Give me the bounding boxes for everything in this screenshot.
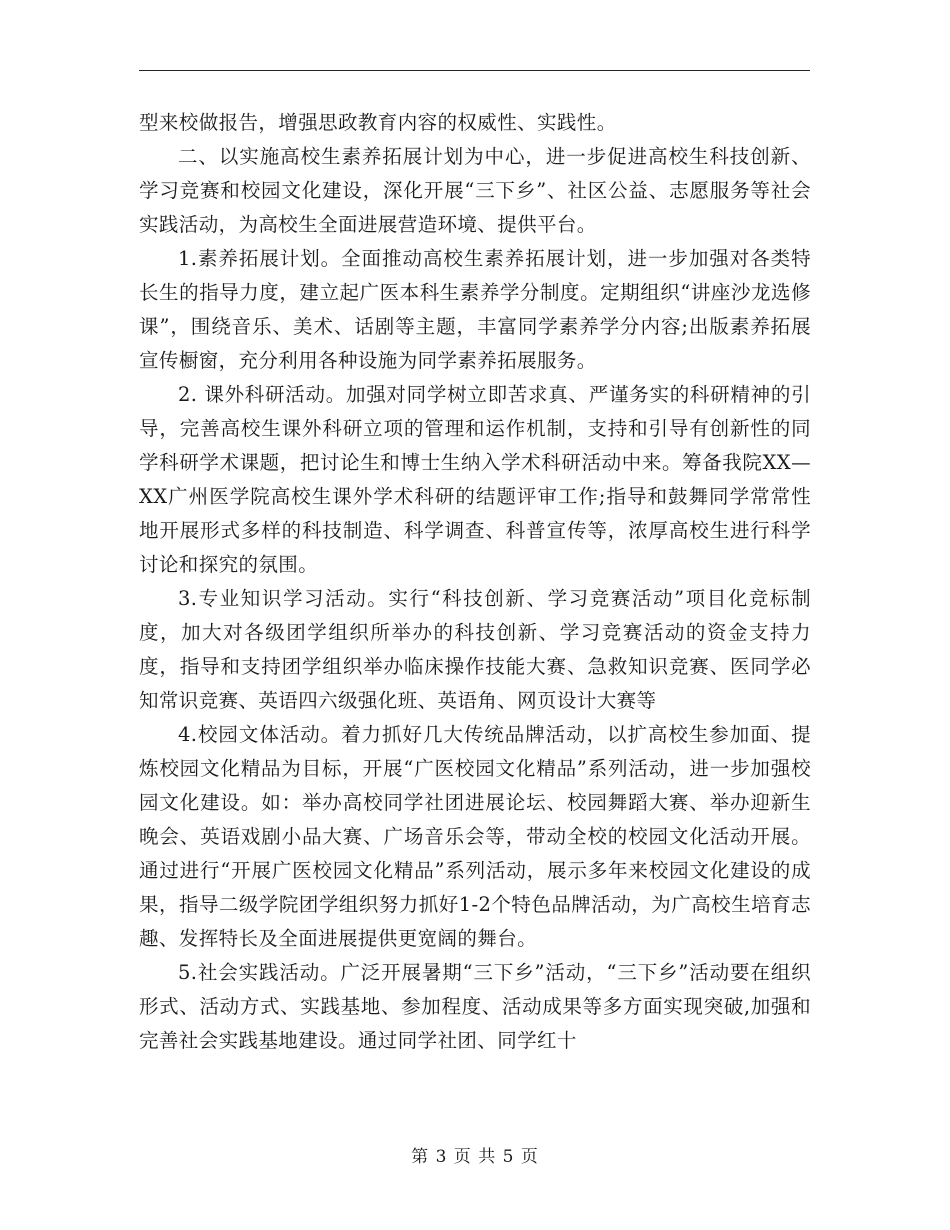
paragraph-1: 型来校做报告，增强思政教育内容的权威性、实践性。: [139, 111, 617, 134]
paragraph-5: 3.专业知识学习活动。实行“科技创新、学习竞赛活动”项目化竞标制度，加大对各级团学组织所举办的科技创新、学习竞赛活动的资金支持力度，指导和支持团学组织举办临床操作技能大赛、急救知识竞赛、医同学必知常识竞赛、英语四六级强化班、英语角、网页设计大赛等: [139, 587, 811, 712]
paragraph-4: 2. 课外科研活动。加强对同学树立即苦求真、严谨务实的科研精神的引导，完善高校生课外科研立项的管理和运作机制，支持和引导有创新性的同学科研学术课题，把讨论生和博士生纳入学术科研活动中来。筹备我院XX—XX广州医学院高校生课外学术科研的结题评审工作;指导和鼓舞同学常常性地开展形式多样的科技制造、科学调查、科普宣传等，浓厚高校生进行科学讨论和探究的氛围。: [139, 383, 811, 576]
page-number: 第 3 页 共 5 页: [411, 1147, 539, 1167]
body-text: [139, 106, 811, 1058]
paragraph-2: 二、以实施高校生素养拓展计划为中心，进一步促进高校生科技创新、学习竞赛和校园文化建设，深化开展“三下乡”、社区公益、志愿服务等社会实践活动，为高校生全面进展营造环境、提供平台。: [139, 145, 811, 236]
header-rule: [139, 70, 810, 71]
paragraph-6: 4.校园文体活动。着力抓好几大传统品牌活动，以扩高校生参加面、提炼校园文化精品为目标，开展“广医校园文化精品”系列活动，进一步加强校园文化建设。如：举办高校同学社团进展论坛、校园舞蹈大赛、举办迎新生晚会、英语戏剧小品大赛、广场音乐会等，带动全校的校园文化活动开展。通过进行“开展广医校园文化精品”系列活动，展示多年来校园文化建设的成果，指导二级学院团学组织努力抓好1-2个特色品牌活动，为广高校生培育志趣、发挥特长及全面进展提供更宽阔的舞台。: [139, 723, 811, 950]
paragraph-3: 1.素养拓展计划。全面推动高校生素养拓展计划，进一步加强对各类特长生的指导力度，建立起广医本科生素养学分制度。定期组织“讲座沙龙选修课”，围绕音乐、美术、话剧等主题，丰富同学素养学分内容;出版素养拓展宣传橱窗，充分利用各种设施为同学素养拓展服务。: [139, 247, 811, 372]
paragraph-7: 5.社会实践活动。广泛开展暑期“三下乡”活动，“三下乡”活动要在组织形式、活动方式、实践基地、参加程度、活动成果等多方面实现突破,加强和完善社会实践基地建设。通过同学社团、同学红十: [139, 961, 811, 1052]
